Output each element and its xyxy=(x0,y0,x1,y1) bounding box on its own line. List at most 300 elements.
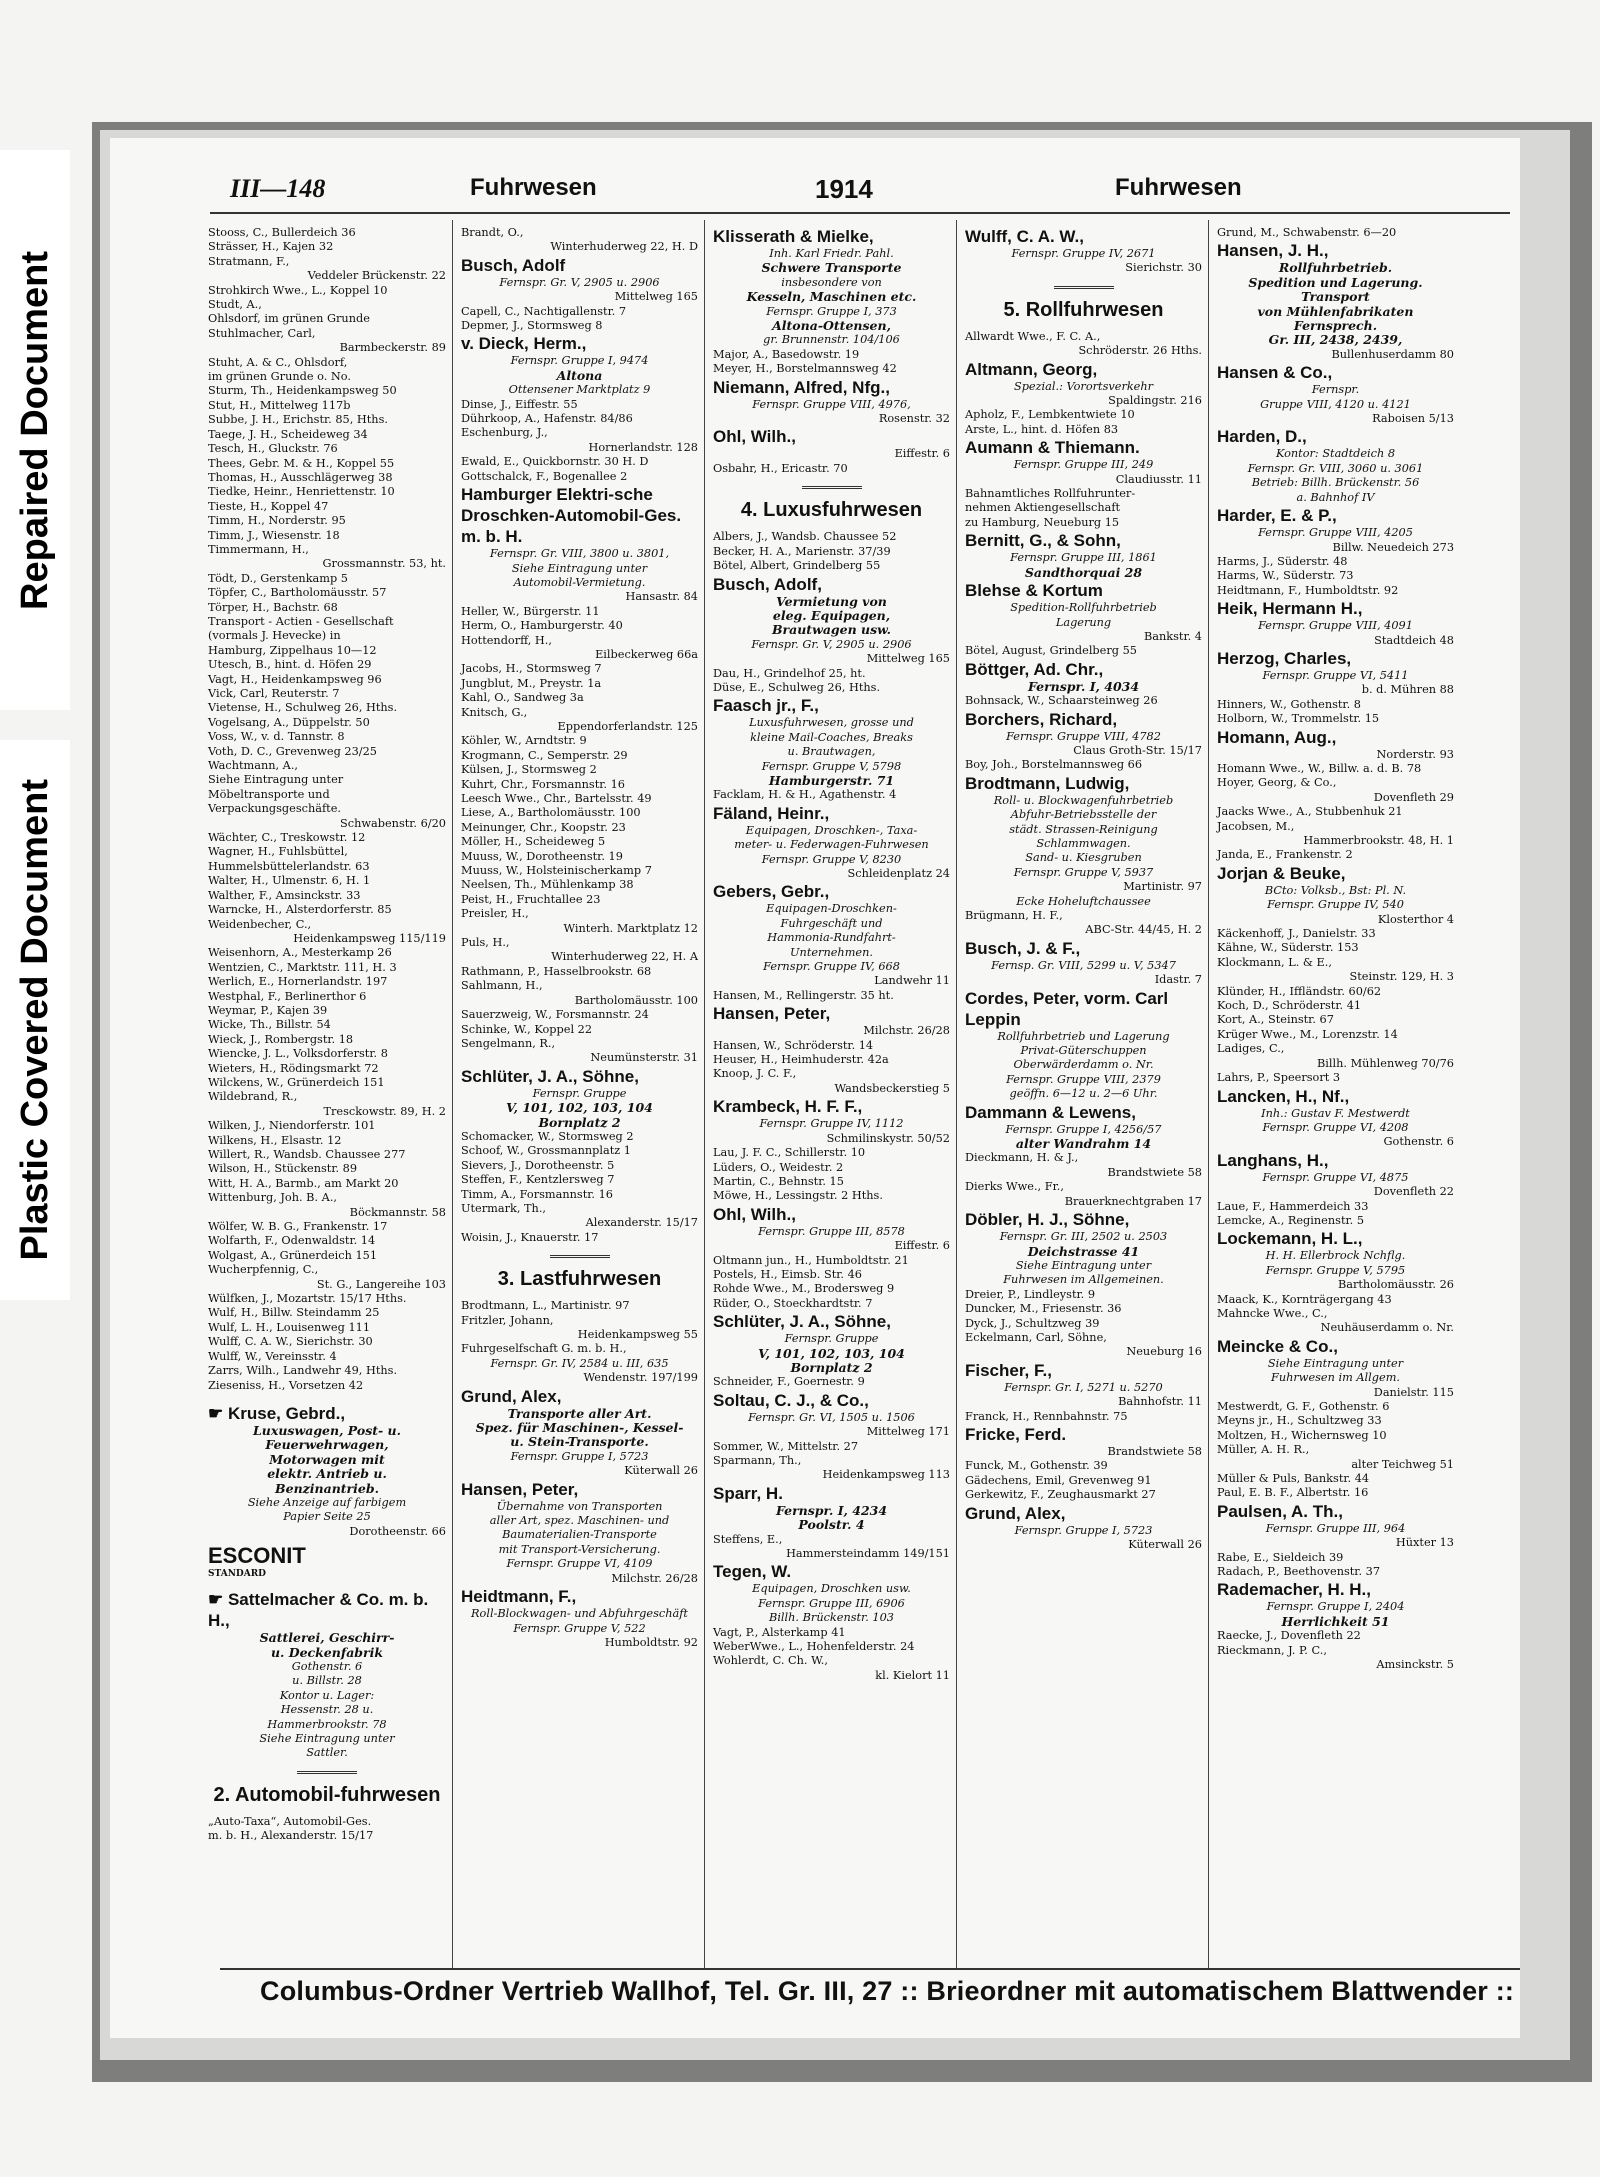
directory-entry xyxy=(713,348,950,362)
entry-note: Fernspr. Gruppe IV, 540 xyxy=(1267,898,1404,912)
section-heading: 3. Lastfuhrwesen xyxy=(497,1268,662,1291)
directory-entry xyxy=(1217,1551,1454,1565)
entry-address: Schleidenplatz 24 xyxy=(847,867,950,880)
entry-text: Hummelsbüttelerlandstr. 63 xyxy=(208,859,370,873)
directory-entry xyxy=(461,821,698,835)
entry-note: Fernspr. Gr. VIII, 3060 u. 3061 xyxy=(1247,461,1424,475)
entry-note: Fernspr. Gruppe V, 5798 xyxy=(761,759,902,773)
directory-entry xyxy=(208,1090,446,1119)
entry-note: Fernspr. Gruppe VIII, 4205 xyxy=(1258,526,1413,540)
entry-text: Witt, H. A., Barmb., am Markt 20 xyxy=(208,1176,399,1190)
directory-entry xyxy=(965,1058,1202,1072)
directory-entry xyxy=(713,574,950,595)
entry-text: Herm, O., Hamburgerstr. 40 xyxy=(461,619,623,633)
directory-entry xyxy=(208,399,446,413)
entry-text: Wieck, J., Rombergstr. 18 xyxy=(208,1032,354,1046)
entry-address: Mittelweg 165 xyxy=(866,652,950,666)
directory-entry xyxy=(1217,1336,1454,1357)
directory-entry xyxy=(713,917,950,931)
directory-entry xyxy=(208,1350,446,1364)
directory-entry xyxy=(208,384,446,398)
entry-text: Brodtmann, L., Martinistr. 97 xyxy=(461,1299,630,1313)
entry-text: Klünder, H., Iffländstr. 60/62 xyxy=(1217,984,1382,998)
directory-entry xyxy=(713,377,950,398)
directory-entry xyxy=(1217,1214,1454,1228)
entry-note: Fernspr. Gruppe xyxy=(784,1332,879,1346)
entry-text: Hamburg, Zippelhaus 10—12 xyxy=(208,643,377,657)
directory-entry xyxy=(461,426,698,455)
entry-address: Raboisen 5/13 xyxy=(1372,412,1454,426)
directory-entry xyxy=(208,788,446,802)
entry-text: Wentzien, C., Marktstr. 111, H. 3 xyxy=(208,960,397,974)
entry-text: Weymar, P., Kajen 39 xyxy=(208,1003,328,1017)
column-4 xyxy=(956,220,1208,1970)
directory-entry xyxy=(461,1450,698,1464)
directory-entry xyxy=(1217,541,1454,555)
entry-text: Heuser, H., Heimhuderstr. 42a xyxy=(713,1053,889,1067)
entry-highlight: Herrlichkeit 51 xyxy=(1281,1613,1390,1629)
entry-text: Apholz, F., Lembkentwiete 10 xyxy=(965,408,1135,422)
directory-entry xyxy=(713,412,950,426)
firm-name: Lancken, H., Nf., xyxy=(1217,1086,1350,1106)
directory-entry xyxy=(461,1116,698,1130)
firm-name: Herzog, Charles, xyxy=(1217,648,1352,668)
entry-note: gr. Brunnenstr. 104/106 xyxy=(763,333,900,347)
directory-entry xyxy=(461,1421,698,1435)
entry-address: Winterh. Marktplatz 12 xyxy=(563,921,698,935)
firm-name: Ohl, Wilh., xyxy=(713,427,796,447)
entry-address: Sierichstr. 30 xyxy=(1125,261,1202,275)
entry-address: Böckmannstr. 58 xyxy=(349,1205,446,1219)
directory-entry xyxy=(965,330,1202,359)
directory-entry xyxy=(713,1411,950,1425)
directory-entry xyxy=(1217,1522,1454,1536)
entry-text: Gottschalck, F., Bogenallee 2 xyxy=(461,469,628,483)
directory-entry xyxy=(461,778,698,792)
entry-note: Kontor u. Lager: xyxy=(279,1688,375,1702)
firm-name: Busch, Adolf, xyxy=(713,574,822,594)
entry-text: Timm, J., Wiesenstr. 18 xyxy=(208,528,340,542)
directory-entry xyxy=(713,1518,950,1532)
entry-text: Eschenburg, J., xyxy=(461,426,548,440)
entry-note: Fernspr. Gr. VI, 1505 u. 1506 xyxy=(748,1410,915,1424)
entry-note: Siehe Eintragung unter xyxy=(511,561,648,575)
entry-address: b. d. Mühren 88 xyxy=(1361,683,1454,697)
entry-note: Fernspr. Gr. IV, 2584 u. III, 635 xyxy=(490,1356,669,1370)
directory-entry xyxy=(713,595,950,609)
directory-entry xyxy=(208,1249,446,1263)
directory-entry xyxy=(208,442,446,456)
entry-highlight: Gr. III, 2438, 2439, xyxy=(1268,332,1403,348)
directory-entry xyxy=(208,745,446,759)
directory-entry xyxy=(965,709,1202,730)
directory-entry xyxy=(965,458,1202,472)
entry-note: Fernspr. Gruppe V, 8230 xyxy=(761,852,902,866)
directory-entry xyxy=(1217,1536,1454,1550)
directory-entry xyxy=(713,638,950,652)
directory-entry xyxy=(208,1134,446,1148)
firm-name: Hansen & Co., xyxy=(1217,363,1333,383)
entry-text: Brandt, O., xyxy=(461,226,524,239)
entry-text: Martin, C., Behnstr. 15 xyxy=(713,1174,844,1188)
entry-text: Rüder, O., Stoeckhardtstr. 7 xyxy=(713,1296,873,1310)
section-heading: 5. Rollfuhrwesen xyxy=(1003,298,1164,321)
entry-text: Kuhrt, Chr., Forsmannstr. 16 xyxy=(461,777,625,791)
entry-text: Jacobsen, M., xyxy=(1217,819,1295,833)
directory-entry xyxy=(1217,276,1454,305)
entry-text: Strässer, H., Kajen 32 xyxy=(208,240,334,254)
directory-entry xyxy=(713,1024,950,1038)
entry-text: Wildebrand, R., xyxy=(208,1090,298,1104)
directory-entry xyxy=(208,543,446,572)
entry-address: St. G., Langereihe 103 xyxy=(316,1277,446,1291)
directory-entry xyxy=(461,864,698,878)
directory-entry xyxy=(461,662,698,676)
directory-entry xyxy=(208,687,446,701)
firm-name: ☛ Kruse, Gebrd., xyxy=(208,1403,346,1423)
firm-name: Langhans, H., xyxy=(1217,1150,1329,1170)
entry-address: Norderstr. 93 xyxy=(1376,747,1454,761)
directory-entry xyxy=(713,1254,950,1268)
directory-entry xyxy=(1217,1171,1454,1185)
directory-entry xyxy=(713,1189,950,1203)
directory-entry xyxy=(461,369,698,383)
entry-note: Ecke Hoheluftchaussee xyxy=(1016,894,1151,908)
directory-entry xyxy=(965,1331,1202,1360)
firm-name: Paulsen, A. Th., xyxy=(1217,1501,1343,1521)
directory-entry xyxy=(713,1053,950,1067)
entry-text: Dreier, P., Lindleystr. 9 xyxy=(965,1287,1096,1301)
entry-highlight: Spedition und Lagerung. Transport xyxy=(1248,274,1423,305)
directory-entry xyxy=(965,1273,1202,1287)
entry-text: Preisler, H., xyxy=(461,907,529,921)
directory-entry xyxy=(1217,569,1454,583)
directory-entry xyxy=(461,1087,698,1101)
entry-address: Neueburg 16 xyxy=(1126,1345,1202,1359)
directory-entry xyxy=(461,276,698,290)
entry-text: Timmermann, H., xyxy=(208,542,309,556)
directory-entry xyxy=(461,319,698,333)
entry-text: Jungblut, M., Preystr. 1a xyxy=(461,676,602,690)
entry-text: Wiencke, J. L., Volksdorferstr. 8 xyxy=(208,1047,388,1061)
entry-note: Billh. Brückenstr. 103 xyxy=(769,1611,894,1625)
entry-highlight: Schwere Transporte xyxy=(761,260,902,276)
entry-note: Fernspr. Gruppe IV, 668 xyxy=(763,960,900,974)
entry-address: Alexanderstr. 15/17 xyxy=(585,1216,698,1230)
directory-entry xyxy=(713,1440,950,1454)
directory-entry xyxy=(713,1347,950,1361)
directory-entry xyxy=(1217,333,1454,347)
entry-text: Meyns jr., H., Schultzweg 33 xyxy=(1217,1414,1382,1428)
directory-entry xyxy=(461,763,698,777)
entry-note: Sattler. xyxy=(306,1746,348,1760)
entry-text: Muuss, W., Holsteinischerkamp 7 xyxy=(461,864,652,878)
directory-entry xyxy=(1217,1629,1454,1643)
entry-note: aller Art, spez. Maschinen- und xyxy=(489,1514,670,1528)
entry-text: Brügmann, H. F., xyxy=(965,909,1063,922)
directory-entry xyxy=(965,1073,1202,1087)
entry-highlight: Transporte aller Art. xyxy=(507,1405,652,1421)
directory-entry xyxy=(965,1030,1202,1044)
directory-entry xyxy=(965,973,1202,987)
entry-text: Lemcke, A., Reginenstr. 5 xyxy=(1217,1213,1365,1227)
entry-text: Tesch, H., Gluckstr. 76 xyxy=(208,442,338,456)
entry-note: Lagerung xyxy=(1055,615,1112,629)
firm-name: Busch, J. & F., xyxy=(965,938,1081,958)
entry-text: Schoof, W., Grossmannplatz 1 xyxy=(461,1144,631,1158)
entry-text: Dinse, J., Eiffestr. 55 xyxy=(461,397,578,411)
directory-entry xyxy=(208,586,446,600)
directory-entry xyxy=(461,255,698,276)
directory-entry xyxy=(461,1037,698,1066)
directory-entry xyxy=(713,989,950,1003)
directory-entry xyxy=(208,673,446,687)
entry-text: Voss, W., v. d. Tannstr. 8 xyxy=(208,730,345,744)
directory-entry xyxy=(1217,1042,1454,1071)
directory-entry xyxy=(1217,1200,1454,1214)
firm-name: Hamburger Elektri-sche Droschken-Automobil-Ges. m. b. H. xyxy=(461,485,682,547)
entry-address: Winterhuderweg 22, H. A xyxy=(551,950,698,964)
directory-entry xyxy=(1217,1107,1454,1121)
directory-entry xyxy=(965,851,1202,865)
entry-text: nehmen Aktiengesellschaft xyxy=(965,501,1121,515)
entry-address: Eiffestr. 6 xyxy=(894,447,950,461)
directory-entry xyxy=(208,1062,446,1076)
entry-highlight: Altona-Ottensen, xyxy=(772,318,891,334)
entry-text: Eckelmann, Carl, Söhne, xyxy=(965,1330,1107,1344)
directory-entry xyxy=(1217,1293,1454,1307)
entry-text: Hoyer, Georg, & Co., xyxy=(1217,776,1337,790)
entry-text: Wächter, C., Treskowstr. 12 xyxy=(208,831,366,845)
entry-highlight: Benzinantrieb. xyxy=(275,1480,379,1496)
entry-text: Paul, E. B. F., Albertstr. 16 xyxy=(1217,1486,1369,1500)
firm-name: Meincke & Co., xyxy=(1217,1336,1338,1356)
entry-text: Walther, F., Amsinckstr. 33 xyxy=(208,888,361,902)
entry-address: Brandstwiete 58 xyxy=(1107,1444,1202,1458)
entry-address: Billh. Mühlenweg 70/76 xyxy=(1316,1056,1454,1070)
entry-address: Hansastr. 84 xyxy=(625,590,698,604)
directory-entry xyxy=(461,1407,698,1421)
entry-text: Stratmann, F., xyxy=(208,254,290,268)
directory-entry xyxy=(461,226,698,255)
entry-text: Mestwerdt, G. F., Gothenstr. 6 xyxy=(1217,1400,1390,1413)
entry-text: Schneider, F., Goernestr. 9 xyxy=(713,1375,865,1389)
directory-entry xyxy=(713,838,950,852)
directory-entry xyxy=(461,1514,698,1528)
directory-entry xyxy=(1217,805,1454,819)
firm-name: Böttger, Ad. Chr., xyxy=(965,659,1104,679)
directory-entry xyxy=(965,1459,1202,1473)
entry-note: Fernspr. Gruppe I, 4256/57 xyxy=(1005,1122,1162,1136)
entry-address: Hammersteindamm 149/151 xyxy=(786,1547,950,1561)
directory-entry xyxy=(208,572,446,586)
entry-highlight: von Mühlenfabrikaten xyxy=(1257,303,1414,319)
entry-note: Fernspr. Gruppe VIII, 4976, xyxy=(752,397,911,411)
firm-name: Grund, Alex, xyxy=(965,1503,1066,1523)
entry-text: Lahrs, P., Speersort 3 xyxy=(1217,1071,1341,1085)
directory-entry xyxy=(1217,1071,1454,1085)
directory-entry xyxy=(208,874,446,888)
directory-entry xyxy=(1217,1579,1454,1600)
entry-note: Fernspr. Gruppe xyxy=(532,1086,627,1100)
firm-name: Grund, Alex, xyxy=(461,1386,562,1406)
directory-entry xyxy=(713,1239,950,1253)
directory-entry xyxy=(208,1220,446,1234)
entry-text: Willert, R., Wandsb. Chaussee 277 xyxy=(208,1148,406,1161)
directory-entry xyxy=(965,1302,1202,1316)
directory-entry xyxy=(965,1087,1202,1101)
directory-entry xyxy=(713,530,950,544)
entry-note: Siehe Eintragung unter xyxy=(259,1732,395,1745)
entry-text: Tiedke, Heinr., Henriettenstr. 10 xyxy=(208,485,395,499)
directory-entry xyxy=(1217,261,1454,275)
entry-text: WeberWwe., L., Hohenfelderstr. 24 xyxy=(713,1640,915,1654)
entry-note: Fernspr. Gruppe VI, 5411 xyxy=(1262,668,1409,682)
directory-entry xyxy=(208,601,446,615)
directory-entry xyxy=(713,1039,950,1053)
directory-entry xyxy=(1217,927,1454,941)
entry-text: Wittenburg, Joh. B. A., xyxy=(208,1191,337,1205)
entry-note: Fernspr. Gruppe VIII, 4091 xyxy=(1258,619,1413,633)
directory-entry xyxy=(965,1474,1202,1488)
directory-entry xyxy=(208,529,446,543)
entry-highlight: V, 101, 102, 103, 104 xyxy=(758,1345,905,1361)
directory-entry: m. b. H., Alexanderstr. 15/17 xyxy=(208,1829,374,1843)
entry-note: BCto: Volksb., Bst: Pl. N. xyxy=(1264,883,1407,897)
header-year: 1914 xyxy=(815,174,873,204)
entry-text: Janda, E., Frankenstr. 2 xyxy=(1217,848,1353,862)
directory-entry xyxy=(713,695,950,716)
firm-name: Sparr, H. xyxy=(713,1483,783,1503)
directory-entry xyxy=(1217,1600,1454,1614)
entry-text: Timm, A., Forsmannstr. 16 xyxy=(461,1187,613,1201)
entry-text: Weisenhorn, A., Mesterkamp 26 xyxy=(208,946,392,960)
directory-entry: „Auto-Taxa“, Automobil-Ges. xyxy=(208,1814,372,1828)
firm-name: Brodtmann, Ludwig, xyxy=(965,773,1130,793)
entry-address: Dovenfleth 22 xyxy=(1373,1185,1454,1199)
firm-name: Harder, E. & P., xyxy=(1217,506,1337,526)
entry-address: Tresckowstr. 89, H. 2 xyxy=(323,1104,446,1118)
entry-note: Fernspr. xyxy=(1311,383,1360,397)
directory-entry xyxy=(461,1371,698,1385)
entry-address: Mittelweg 171 xyxy=(866,1425,950,1439)
directory-entry xyxy=(713,1332,950,1346)
directory-entry xyxy=(965,1317,1202,1331)
directory-entry xyxy=(1217,669,1454,683)
directory-entry xyxy=(713,1533,950,1562)
entry-highlight: Hamburgerstr. 71 xyxy=(768,772,895,788)
entry-text: Wulff, W., Vereinsstr. 4 xyxy=(208,1349,337,1363)
directory-entry xyxy=(1217,1501,1454,1522)
column-2 xyxy=(452,220,704,1970)
directory-entry xyxy=(713,559,950,573)
entry-note: Abfuhr-Betriebsstelle der xyxy=(1010,808,1157,822)
directory-entry xyxy=(1217,884,1454,898)
entry-text: Bötel, Albert, Grindelberg 55 xyxy=(713,559,881,573)
advertisement-footer xyxy=(220,1968,1520,2014)
directory-entry xyxy=(461,1144,698,1158)
entry-note: Fernspr. Gr. VIII, 3800 u. 3801, xyxy=(489,547,670,561)
directory-entry xyxy=(713,426,950,447)
entry-note: Fernspr. Gruppe I, 2404 xyxy=(1266,1600,1405,1614)
directory-entry xyxy=(1217,762,1454,776)
directory-entry xyxy=(461,354,698,368)
entry-text: Liese, A., Bartholomäusstr. 100 xyxy=(461,806,641,820)
directory-entry xyxy=(713,652,950,666)
entry-text: Koch, D., Schröderstr. 41 xyxy=(1217,999,1362,1013)
directory-entry xyxy=(713,398,950,412)
entry-note: Unternehmen. xyxy=(790,945,873,959)
directory-entry xyxy=(1217,863,1454,884)
entry-text: Vagt, H., Heidenkampsweg 96 xyxy=(208,672,382,686)
entry-text: Homann Wwe., W., Billw. a. d. B. 78 xyxy=(1217,761,1422,775)
directory-entry xyxy=(713,362,950,376)
firm-name: Niemann, Alfred, Nfg., xyxy=(713,377,890,397)
directory-entry xyxy=(713,1282,950,1296)
directory-entry xyxy=(461,1314,698,1343)
section-separator xyxy=(802,486,862,489)
entry-address: Claudiusstr. 11 xyxy=(1115,472,1202,486)
entry-text: Bohnsack, W., Schaarsteinweg 26 xyxy=(965,694,1158,708)
firm-name: Schlüter, J. A., Söhne, xyxy=(461,1066,639,1086)
entry-text: Wülfken, J., Mozartstr. 15/17 Hths. xyxy=(208,1292,407,1306)
entry-note: H. H. Ellerbrock Nchflg. xyxy=(1265,1249,1406,1263)
entry-text: Stuhlmacher, Carl, xyxy=(208,326,316,340)
entry-address: Hammerbrookstr. 48, H. 1 xyxy=(1303,834,1454,847)
directory-entry xyxy=(713,226,950,247)
entry-note: Hammerbrookstr. 78 xyxy=(267,1717,387,1731)
directory-entry xyxy=(1217,1400,1454,1414)
directory-entry xyxy=(965,1209,1202,1230)
page-header xyxy=(110,168,1510,208)
directory-entry xyxy=(965,773,1202,794)
entry-text: Vagt, P., Alsterkamp 41 xyxy=(713,1625,846,1639)
entry-address: Idastr. 7 xyxy=(1154,973,1202,987)
directory-entry xyxy=(965,744,1202,758)
entry-address: kl. Kielort 11 xyxy=(875,1668,950,1682)
directory-entry xyxy=(1217,1121,1454,1135)
directory-entry xyxy=(461,1066,698,1087)
directory-entry xyxy=(1217,319,1454,333)
entry-text: Tödt, D., Gerstenkamp 5 xyxy=(208,571,348,585)
entry-text: Möwe, H., Lessingstr. 2 Hths. xyxy=(713,1189,883,1203)
directory-entry xyxy=(713,881,950,902)
directory-entry xyxy=(1217,1264,1454,1278)
firm-name: Krambeck, H. F. F., xyxy=(713,1097,863,1117)
entry-text: Mahncke Wwe., C., xyxy=(1217,1306,1328,1320)
directory-entry xyxy=(208,1119,446,1133)
directory-entry xyxy=(965,895,1202,909)
directory-entry xyxy=(1217,226,1454,240)
entry-note: Übernahme von Transporten xyxy=(496,1499,663,1513)
entry-note: Spezial.: Vorortsverkehr xyxy=(1013,379,1154,393)
firm-name: Busch, Adolf xyxy=(461,255,566,275)
entry-address: Claus Groth-Str. 15/17 xyxy=(1073,743,1202,757)
entry-text: Warncke, H., Alsterdorferstr. 85 xyxy=(208,903,392,917)
entry-address: Bartholomäusstr. 100 xyxy=(574,993,698,1007)
directory-entry xyxy=(965,866,1202,880)
directory-entry xyxy=(1217,1429,1454,1443)
entry-highlight: Bornplatz 2 xyxy=(538,1114,621,1130)
directory-entry xyxy=(208,701,446,715)
directory-entry xyxy=(1217,727,1454,748)
firm-name: Tegen, W. xyxy=(713,1562,792,1582)
entry-highlight: Altona xyxy=(556,367,603,383)
directory-entry xyxy=(713,681,950,695)
entry-text: Harms, J., Süderstr. 48 xyxy=(1217,554,1348,568)
entry-highlight: elektr. Antrieb u. xyxy=(267,1466,387,1482)
entry-address: Spaldingstr. 216 xyxy=(1108,394,1202,408)
